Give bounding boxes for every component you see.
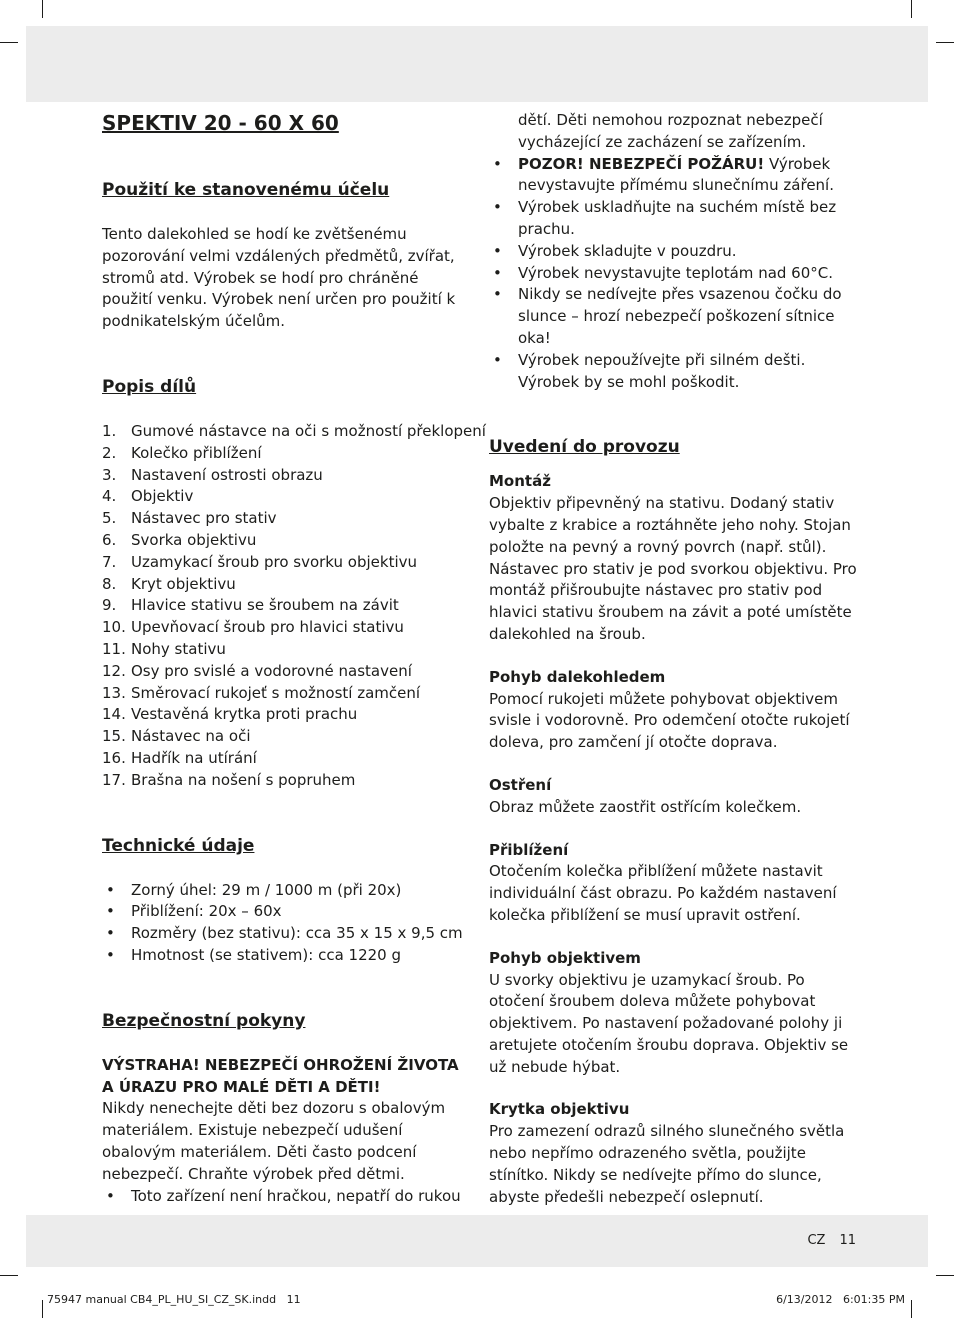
parts-item — [102, 726, 472, 748]
tech-item-text: Rozměry (bez stativu): cca 35 x 15 x 9,5 cm — [131, 924, 463, 943]
startup-sections — [489, 471, 861, 1208]
parts-item-label: Kolečko přiblížení — [131, 443, 262, 462]
parts-item — [102, 465, 472, 487]
parts-item — [102, 595, 472, 617]
tech-item — [102, 923, 472, 945]
crop-mark — [911, 0, 912, 18]
bullet: • — [493, 263, 502, 282]
parts-item-number: 12. — [102, 661, 126, 680]
section-text: Objektiv připevněný na stativu. Dodaný stativ vybalte z krabice a roztáhněte jeho nohy. Stojan položte na pevný a rovný povrch (např. stůl). Nástavec pro stativ je pod svorkou objektivu. Pro montáž přišroubujte nástavec pro stativ pod hlavici stativu šroubem na závit a poté umístěte dalekohled na šroub. — [489, 494, 857, 643]
section-title: Pohyb objektivem — [489, 948, 641, 967]
parts-item-number: 14. — [102, 705, 126, 724]
safety-list — [102, 1186, 472, 1208]
parts-item-label: Upevňovací šroub pro hlavici stativu — [131, 618, 404, 637]
parts-item — [102, 704, 472, 726]
parts-item-label: Brašna na nošení s popruhem — [131, 770, 356, 789]
crop-mark — [42, 0, 43, 18]
list-item-text: Toto zařízení není hračkou, nepatří do rukou — [131, 1186, 461, 1205]
bullet: • — [106, 924, 115, 943]
safety-item — [489, 263, 861, 285]
parts-item — [102, 443, 472, 465]
parts-heading: Popis dílů — [102, 376, 197, 397]
parts-item-label: Nástavec na oči — [131, 727, 251, 746]
section-text: U svorky objektivu je uzamykací šroub. Po otočení šroubem doleva můžete pohybovat objektivem. Po nastavení požadované polohy ji aretujete otočením šroubu doprava. Objektiv se už nebude hýbat. — [489, 970, 849, 1076]
parts-item-label: Hlavice stativu se šroubem na závit — [131, 596, 399, 615]
parts-item-label: Kryt objektivu — [131, 574, 236, 593]
safety-text: Nikdy nenechejte děti bez dozoru s obalovým materiálem. Existuje nebezpečí udušení obalovým materiálem. Děti často podcení nebezpečí. Chraňte výrobek před dětmi. — [102, 1099, 446, 1183]
safety-bullets — [489, 154, 861, 394]
bullet: • — [106, 945, 115, 964]
header-band — [26, 26, 928, 102]
crop-mark — [0, 1275, 18, 1276]
section-title: Ostření — [489, 775, 552, 794]
parts-item-number: 17. — [102, 770, 126, 789]
parts-item-number: 7. — [102, 552, 117, 571]
safety-item-text — [518, 197, 861, 241]
parts-item-label: Nástavec pro stativ — [131, 509, 277, 528]
bullet: • — [493, 154, 502, 173]
fire-warning: POZOR! NEBEZPEČÍ POŽÁRU! — [518, 154, 765, 173]
crop-mark — [911, 1300, 912, 1318]
bullet: • — [106, 880, 115, 899]
page-title: SPEKTIV 20 - 60 X 60 — [102, 111, 339, 135]
bullet: • — [493, 241, 502, 260]
bullet: • — [493, 350, 502, 369]
parts-item-label: Směrovací rukojeť s možností zamčení — [131, 683, 421, 702]
list-item — [102, 1186, 472, 1208]
parts-item — [102, 508, 472, 530]
parts-item-label: Hadřík na utírání — [131, 748, 257, 767]
parts-item-label: Nastavení ostrosti obrazu — [131, 465, 323, 484]
parts-item — [102, 617, 472, 639]
safety-item-text — [518, 284, 861, 349]
parts-item — [102, 552, 472, 574]
parts-item — [102, 530, 472, 552]
tech-item — [102, 945, 472, 967]
intended-use-text: Tento dalekohled se hodí ke zvětšenému pozorování velmi vzdálených předmětů, zvířat, stromů atd. Výrobek se hodí pro chráněné použití venku. Výrobek není určen pro použití k podnikatelským účelům. — [102, 225, 456, 331]
date-slug: 6/13/2012 6:01:35 PM — [776, 1293, 905, 1306]
bullet: • — [106, 1186, 115, 1205]
parts-item-label: Svorka objektivu — [131, 530, 257, 549]
parts-item-label: Osy pro svislé a vodorovné nastavení — [131, 661, 412, 680]
section-text: Pro zamezení odrazů silného slunečného světla nebo nepřímo odrazeného světla, použijte stínítko. Nikdy se nedívejte přímo do slunce, abyste předešli nebezpečí oslepnutí. — [489, 1122, 845, 1206]
safety-item-text — [518, 241, 737, 263]
parts-item-number: 10. — [102, 618, 126, 637]
parts-item-number: 3. — [102, 465, 117, 484]
safety-warning: VÝSTRAHA! NEBEZPEČÍ OHROŽENÍ ŽIVOTA A ÚRAZU PRO MALÉ DĚTI A DĚTI! — [102, 1055, 459, 1096]
crop-mark — [936, 1275, 954, 1276]
safety-item-body: Výrobek skladujte v pouzdru. — [518, 241, 737, 260]
parts-item-number: 16. — [102, 748, 126, 767]
safety-item-body: Výrobek uskladňujte na suchém místě bez prachu. — [518, 198, 841, 238]
crop-mark — [42, 1300, 43, 1318]
parts-list — [102, 421, 486, 792]
section-title: Pohyb dalekohledem — [489, 667, 666, 686]
section-text: Obraz můžete zaostřit ostřícím kolečkem. — [489, 797, 802, 816]
parts-item-label: Nohy stativu — [131, 639, 226, 658]
tech-item-text: Přiblížení: 20x – 60x — [131, 902, 282, 921]
language-code: CZ — [807, 1233, 826, 1248]
bullet: • — [493, 198, 502, 217]
section-title: Přiblížení — [489, 840, 569, 859]
safety-item — [489, 350, 861, 394]
parts-item-label: Gumové nástavce na oči s možností překlopení — [131, 421, 486, 440]
crop-mark — [936, 42, 954, 43]
parts-item-number: 4. — [102, 487, 117, 506]
safety-heading: Bezpečnostní pokyny — [102, 1010, 306, 1031]
footer-band — [26, 1215, 928, 1267]
right-column — [489, 110, 861, 1208]
parts-item-number: 11. — [102, 639, 126, 658]
parts-item-number: 5. — [102, 509, 117, 528]
parts-item — [102, 770, 472, 792]
safety-item-body: Výrobek nevystavujte přímému slunečnímu záření. — [518, 154, 835, 195]
parts-item-number: 6. — [102, 530, 117, 549]
startup-heading: Uvedení do provozu — [489, 437, 680, 458]
parts-item — [102, 683, 472, 705]
safety-item — [489, 197, 861, 241]
tech-item — [102, 901, 472, 923]
parts-item — [102, 574, 472, 596]
parts-item-label: Vestavěná krytka proti prachu — [131, 705, 358, 724]
file-slug: 75947 manual CB4_PL_HU_SI_CZ_SK.indd 11 — [47, 1293, 301, 1306]
tech-item — [102, 880, 472, 902]
parts-item-number: 2. — [102, 443, 117, 462]
parts-item-label: Uzamykací šroub pro svorku objektivu — [131, 552, 418, 571]
parts-item-number: 9. — [102, 596, 117, 615]
safety-item — [489, 284, 861, 349]
page-number — [807, 1233, 856, 1248]
parts-item-number: 15. — [102, 727, 126, 746]
safety-item-text — [518, 263, 833, 285]
section-text: Otočením kolečka přiblížení můžete nastavit individuální část obrazu. Po každém nastavení kolečka přiblížení se musí upravit ostření. — [489, 862, 837, 924]
section-text: Pomocí rukojeti můžete pohybovat objektivem svisle i vodorovně. Pro odemčení otočte rukojetí doleva, pro zamčení jí otočte doprava. — [489, 689, 850, 752]
section-title: Krytka objektivu — [489, 1100, 630, 1119]
tech-list — [102, 880, 472, 967]
parts-item-number: 13. — [102, 683, 126, 702]
parts-item — [102, 421, 486, 443]
section-title: Montáž — [489, 472, 551, 491]
parts-item-number: 1. — [102, 421, 117, 440]
parts-item — [102, 486, 472, 508]
tech-item-text: Zorný úhel: 29 m / 1000 m (při 20x) — [131, 880, 402, 899]
page-num: 11 — [839, 1233, 856, 1248]
parts-item — [102, 639, 472, 661]
safety-item-body: Výrobek nepoužívejte při silném dešti. Výrobek by se mohl poškodit. — [518, 350, 811, 391]
bullet: • — [106, 902, 115, 921]
parts-item-number: 8. — [102, 574, 117, 593]
parts-item — [102, 748, 472, 770]
safety-item-text — [518, 350, 861, 394]
safety-item-body: Nikdy se nedívejte přes vsazenou čočku do slunce – hrozí nebezpečí poškození sítnice oka! — [518, 285, 847, 347]
intended-use-heading: Použití ke stanovenému účelu — [102, 180, 390, 200]
safety-item — [489, 154, 861, 198]
left-column — [102, 110, 486, 1207]
tech-heading: Technické údaje — [102, 835, 255, 856]
parts-item-label: Objektiv — [131, 487, 194, 506]
safety-continuation: dětí. Děti nemohou rozpoznat nebezpečí vycházející ze zacházení se zařízením. — [518, 111, 823, 151]
bullet: • — [493, 285, 502, 304]
crop-mark — [0, 42, 18, 43]
safety-item-body: Výrobek nevystavujte teplotám nad 60°C. — [518, 263, 834, 282]
safety-item — [489, 241, 861, 263]
tech-item-text: Hmotnost (se stativem): cca 1220 g — [131, 945, 402, 964]
parts-item — [102, 661, 472, 683]
safety-item-text — [518, 154, 861, 198]
